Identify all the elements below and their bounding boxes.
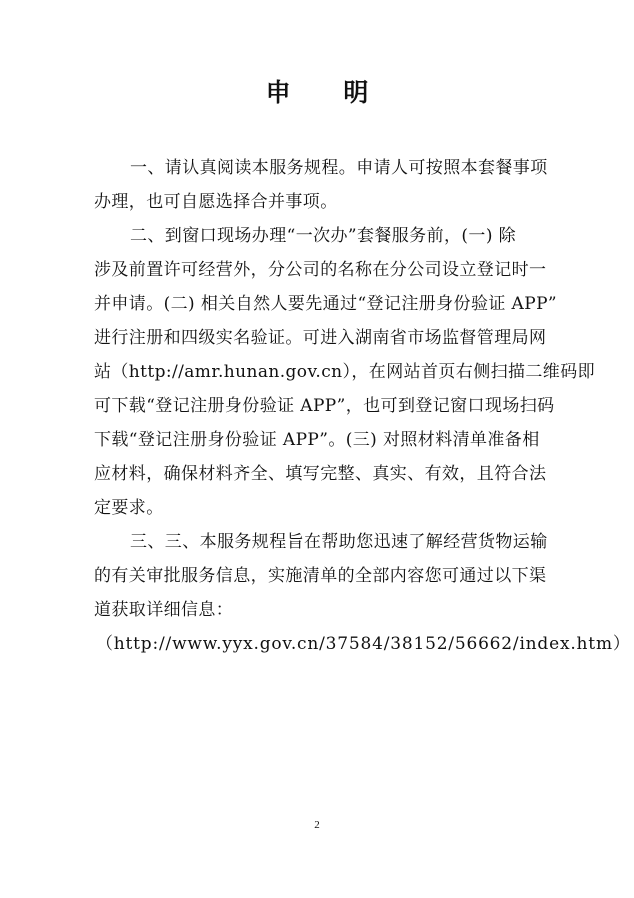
- paragraph-2: [94, 219, 596, 525]
- paragraph-2-line-5: 站（http://amr.hunan.gov.cn），在网站首页右侧扫描二维码即: [94, 362, 596, 382]
- page-number: 2: [314, 819, 320, 831]
- paragraph-3-line-3: 道获取详细信息：: [94, 600, 234, 620]
- paragraph-2-line-8: 应材料，确保材料齐全、填写完整、真实、有效，且符合法: [94, 464, 547, 484]
- page-title: 申 明: [265, 78, 391, 107]
- paragraph-2-line-4: 进行注册和四级实名验证。可进入湖南省市场监督管理局网: [94, 328, 547, 348]
- paragraph-2-line-9: 定要求。: [94, 498, 164, 518]
- paragraph-3: [94, 525, 547, 627]
- paragraph-1: [94, 151, 547, 219]
- paragraph-3-line-1: 三、三、本服务规程旨在帮助您迅速了解经营货物运输: [130, 532, 548, 552]
- paragraph-2-line-1: 二、到窗口现场办理“一次办”套餐服务前，(一) 除: [130, 226, 517, 246]
- paragraph-1-line-1: 一、请认真阅读本服务规程。申请人可按照本套餐事项: [130, 158, 548, 178]
- paragraph-2-line-7: 下载“登记注册身份验证 APP”。(三) 对照材料清单准备相: [94, 430, 540, 450]
- info-url: （http://www.yyx.gov.cn/37584/38152/56662/index.htm）: [96, 634, 631, 654]
- paragraph-2-line-3: 并申请。(二) 相关自然人要先通过“登记注册身份验证 APP”: [94, 294, 558, 314]
- document-body: [94, 151, 631, 661]
- paragraph-1-line-2: 办理，也可自愿选择合并事项。: [94, 192, 338, 212]
- paragraph-2-line-6: 可下载“登记注册身份验证 APP”，也可到登记窗口现场扫码: [94, 396, 555, 416]
- paragraph-3-line-2: 的有关审批服务信息，实施清单的全部内容您可通过以下渠: [94, 566, 547, 586]
- paragraph-2-line-2: 涉及前置许可经营外，分公司的名称在分公司设立登记时一: [94, 260, 547, 280]
